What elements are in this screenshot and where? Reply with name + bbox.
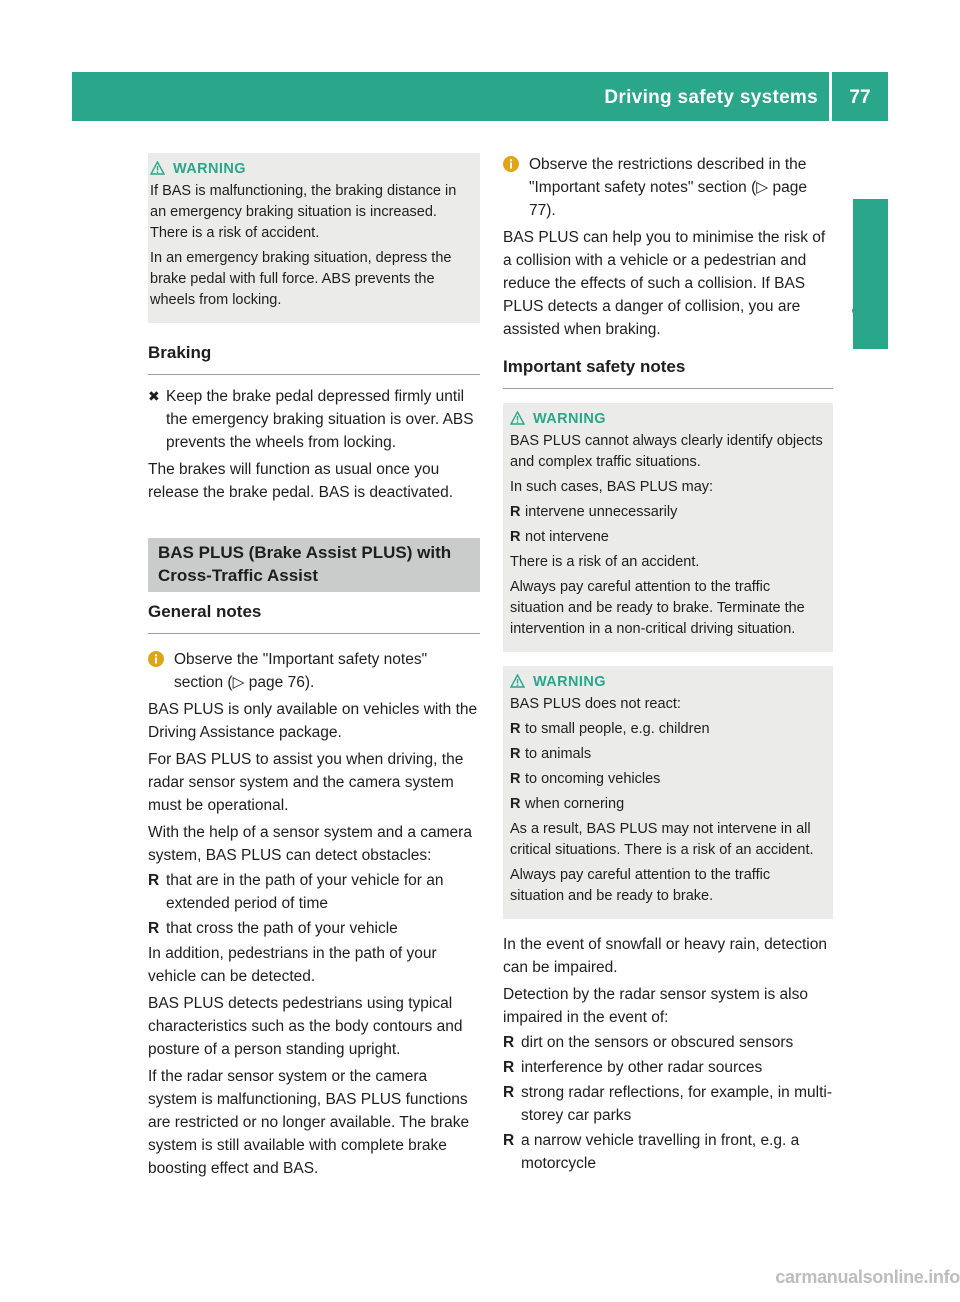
list-item-text: that are in the path of your vehicle for an extended period of time	[166, 872, 444, 912]
right-column	[503, 153, 833, 1177]
bullet-icon: R	[148, 920, 160, 937]
info-note	[148, 648, 480, 694]
warning-title	[510, 407, 823, 431]
warning-text: In an emergency braking situation, depress the brake pedal with full force. ABS prevents the wheels from locking.	[150, 250, 452, 308]
paragraph: BAS PLUS is only available on vehicles with the Driving Assistance package.	[148, 701, 478, 741]
step-text: Keep the brake pedal depressed firmly until the emergency braking situation is over. ABS prevents the wheels from locking.	[166, 388, 474, 451]
list-item-text: strong radar reflections, for example, in multi-storey car parks	[521, 1084, 832, 1124]
paragraph: With the help of a sensor system and a camera system, BAS PLUS can detect obstacles:	[148, 824, 472, 864]
warning-triangle-icon	[510, 674, 525, 688]
list-item-text: to animals	[525, 746, 592, 762]
watermark: carmanualsonline.info	[775, 1267, 960, 1287]
paragraph: BAS PLUS can help you to minimise the risk of a collision with a vehicle or a pedestrian and reduce the effects of such a collision. If BAS PLUS detects a danger of collision, you are assisted when braking.	[503, 229, 826, 338]
warning-label: WARNING	[533, 411, 606, 427]
warning-box	[503, 666, 833, 919]
paragraph: For BAS PLUS to assist you when driving, the radar sensor system and the camera system must be operational.	[148, 751, 464, 814]
paragraph: Detection by the radar sensor system is also impaired in the event of:	[503, 986, 808, 1026]
paragraph: The brakes will function as usual once you release the brake pedal. BAS is deactivated.	[148, 461, 454, 501]
warning-text: As a result, BAS PLUS may not intervene in all critical situations. There is a risk of an accident.	[510, 821, 814, 858]
page-header	[72, 72, 888, 121]
bullet-icon: R	[148, 872, 160, 889]
bullet-icon: R	[510, 504, 521, 520]
bullet-icon: R	[503, 1034, 515, 1051]
bullet-icon: R	[510, 529, 521, 545]
warning-box	[503, 403, 833, 652]
warning-text: There is a risk of an accident.	[510, 554, 700, 570]
page-number: 77	[849, 87, 871, 108]
step-arrow-icon: ✖	[148, 388, 160, 404]
list-item	[503, 1129, 833, 1175]
list-item	[510, 527, 823, 548]
warning-text: Always pay careful attention to the traffic situation and be ready to brake.	[510, 867, 771, 904]
paragraph: If the radar sensor system or the camera system is malfunctioning, BAS PLUS functions are restricted or no longer available. The brake system is still available with complete brake boosting effect and BAS.	[148, 1068, 470, 1177]
warning-label: WARNING	[533, 674, 606, 690]
paragraph: In the event of snowfall or heavy rain, detection can be impaired.	[503, 936, 827, 976]
list-item	[503, 1081, 833, 1127]
section-title-box: BAS PLUS (Brake Assist PLUS) with Cross-Traffic Assist	[148, 538, 480, 592]
section-heading-important: Important safety notes	[503, 355, 833, 389]
warning-text: In such cases, BAS PLUS may:	[510, 479, 714, 495]
paragraph: In addition, pedestrians in the path of your vehicle can be detected.	[148, 945, 437, 985]
info-note	[503, 153, 833, 222]
bullet-icon: R	[503, 1132, 515, 1149]
info-text: Observe the restrictions described in the "Important safety notes" section (▷ page 77).	[529, 156, 807, 219]
list-item	[510, 794, 823, 815]
list-item	[503, 1056, 833, 1079]
list-item-text: that cross the path of your vehicle	[166, 920, 398, 937]
list-item-text: to small people, e.g. children	[525, 721, 710, 737]
warning-triangle-icon	[510, 411, 525, 425]
info-icon	[148, 651, 164, 667]
bullet-icon: R	[510, 721, 521, 737]
bullet-icon: R	[510, 771, 521, 787]
list-item	[510, 744, 823, 765]
list-item-text: not intervene	[525, 529, 609, 545]
paragraph: BAS PLUS detects pedestrians using typical characteristics such as the body contours and posture of a person standing upright.	[148, 995, 463, 1058]
list-item-text: to oncoming vehicles	[525, 771, 661, 787]
warning-label: WARNING	[173, 161, 246, 177]
info-icon	[503, 156, 519, 172]
list-item	[510, 719, 823, 740]
warning-text: BAS PLUS does not react:	[510, 696, 681, 712]
instruction-step	[148, 385, 480, 454]
list-item	[510, 769, 823, 790]
warning-text: If BAS is malfunctioning, the braking distance in an emergency braking situation is increased. There is a risk of accident.	[150, 183, 457, 241]
list-item	[510, 502, 823, 523]
warning-triangle-icon	[150, 161, 165, 175]
bullet-icon: R	[510, 746, 521, 762]
warning-text: Always pay careful attention to the traffic situation and be ready to brake. Terminate the intervention in a non-critical driving situation.	[510, 579, 805, 637]
warning-title	[150, 157, 470, 181]
list-item	[503, 1031, 833, 1054]
warning-box	[148, 153, 480, 323]
chapter-title: Driving safety systems	[604, 87, 818, 108]
bullet-icon: R	[510, 796, 521, 812]
list-item	[148, 917, 480, 940]
left-column	[148, 153, 480, 1180]
list-item	[148, 869, 480, 915]
list-item-text: intervene unnecessarily	[525, 504, 678, 520]
list-item-text: interference by other radar sources	[521, 1059, 763, 1076]
bullet-icon: R	[503, 1059, 515, 1076]
list-item-text: when cornering	[525, 796, 625, 812]
section-heading-general: General notes	[148, 600, 480, 634]
info-text: Observe the "Important safety notes" section (▷ page 76).	[174, 651, 428, 691]
warning-title	[510, 670, 823, 694]
warning-text: BAS PLUS cannot always clearly identify objects and complex traffic situations.	[510, 433, 823, 470]
bullet-icon: R	[503, 1084, 515, 1101]
side-tab-label: Safety	[850, 279, 872, 340]
section-heading-braking: Braking	[148, 341, 480, 375]
list-item-text: a narrow vehicle travelling in front, e.g. a motorcycle	[521, 1132, 800, 1172]
list-item-text: dirt on the sensors or obscured sensors	[521, 1034, 794, 1051]
